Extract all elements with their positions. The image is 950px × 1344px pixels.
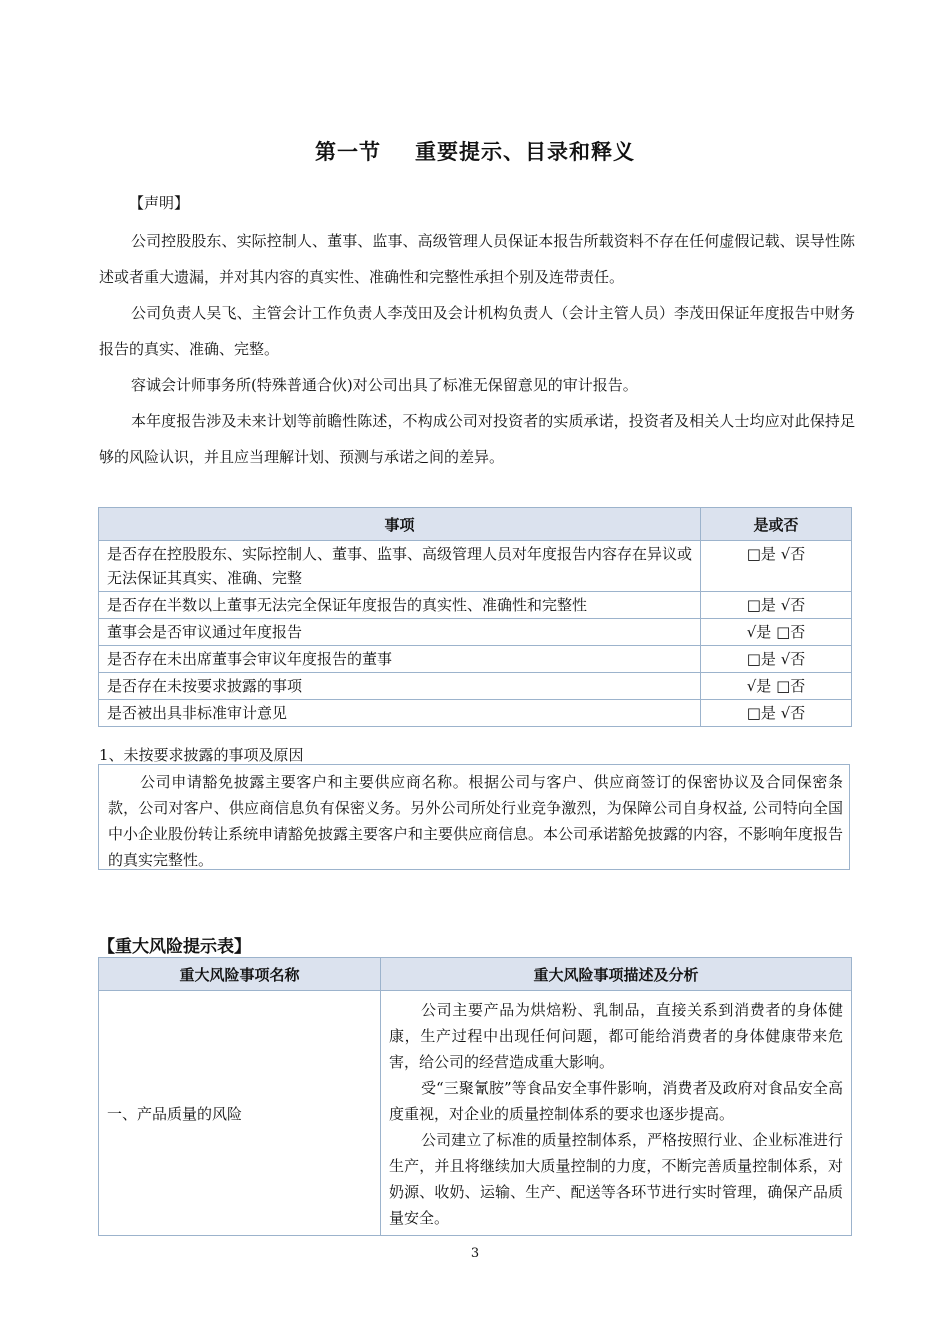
risk-paragraph: 受“三聚氰胺”等食品安全事件影响，消费者及政府对食品安全高度重视，对企业的质量控制体系的要求也逐步提高。 [389,1079,843,1123]
paragraph-guarantee: 公司控股股东、实际控制人、董事、监事、高级管理人员保证本报告所载资料不存在任何虚假记载、误导性陈述或者重大遗漏，并对其内容的真实性、准确性和完整性承担个别及连带责任。 [99,232,855,286]
row-answer: □是 √否 [701,700,852,727]
row-answer: √是 □否 [701,619,852,646]
row-answer: □是 √否 [701,592,852,619]
table-header-item: 事项 [99,508,701,541]
risk-header-description: 重大风险事项描述及分析 [381,958,852,991]
row-answer: √是 □否 [701,673,852,700]
table-row [99,673,852,700]
paragraph-forward-looking: 本年度报告涉及未来计划等前瞻性陈述，不构成公司对投资者的实质承诺，投资者及相关人士均应对此保持足够的风险认识，并且应当理解计划、预测与承诺之间的差异。 [99,412,855,466]
table-header-yes-no: 是或否 [701,508,852,541]
row-item: 董事会是否审议通过年度报告 [99,619,701,646]
table-row [99,700,852,727]
undisclosed-reason-box: 公司申请豁免披露主要客户和主要供应商名称。根据公司与客户、供应商签订的保密协议及合同保密条款，公司对客户、供应商信息负有保密义务。另外公司所处行业竞争激烈，为保障公司自身权益, 公司特向全国中小企业股份转让系统申请豁免披露主要客户和主要供应商信息。本公司承诺豁免披露的内容，不影响年度报告的真实完整性。 [98,764,850,870]
row-item: 是否存在半数以上董事无法完全保证年度报告的真实性、准确性和完整性 [99,592,701,619]
section-number: 第一节 [315,140,381,164]
row-item: 是否被出具非标准审计意见 [99,700,701,727]
table-row [99,991,852,1236]
risk-table-title: 【重大风险提示表】 [98,937,251,957]
row-item: 是否存在未出席董事会审议年度报告的董事 [99,646,701,673]
undisclosed-label: 1、未按要求披露的事项及原因 [99,746,304,764]
risk-paragraph: 公司主要产品为烘焙粉、乳制品，直接关系到消费者的身体健康，生产过程中出现任何问题，都可能给消费者的身体健康带来危害，给公司的经营造成重大影响。 [389,1001,843,1071]
table-row [99,646,852,673]
section-heading [0,136,950,166]
row-item: 是否存在未按要求披露的事项 [99,673,701,700]
paragraph-auditor: 容诚会计师事务所(特殊普通合伙)对公司出具了标准无保留意见的审计报告。 [131,376,638,394]
risk-name: 一、产品质量的风险 [99,991,381,1236]
risk-paragraph: 公司建立了标准的质量控制体系，严格按照行业、企业标准进行生产，并且将继续加大质量控制的力度，不断完善质量控制体系，对奶源、收奶、运输、生产、配送等各环节进行实时管理，确保产品质量安全。 [389,1131,843,1227]
risk-header-name: 重大风险事项名称 [99,958,381,991]
row-item: 是否存在控股股东、实际控制人、董事、监事、高级管理人员对年度报告内容存在异议或无法保证其真实、准确、完整 [99,541,701,592]
table-row [99,619,852,646]
page-number: 3 [470,1246,480,1261]
table-row [99,541,852,592]
row-answer: □是 √否 [701,646,852,673]
row-answer: □是 √否 [701,541,852,592]
section-title: 重要提示、目录和释义 [415,140,635,164]
table-row [99,592,852,619]
risk-description [381,991,852,1236]
confirmation-table [98,507,852,727]
paragraph-responsible-persons: 公司负责人吴飞、主管会计工作负责人李茂田及会计机构负责人（会计主管人员）李茂田保证年度报告中财务报告的真实、准确、完整。 [99,304,855,358]
declaration-label: 【声明】 [129,194,190,212]
risk-table [98,957,852,1236]
